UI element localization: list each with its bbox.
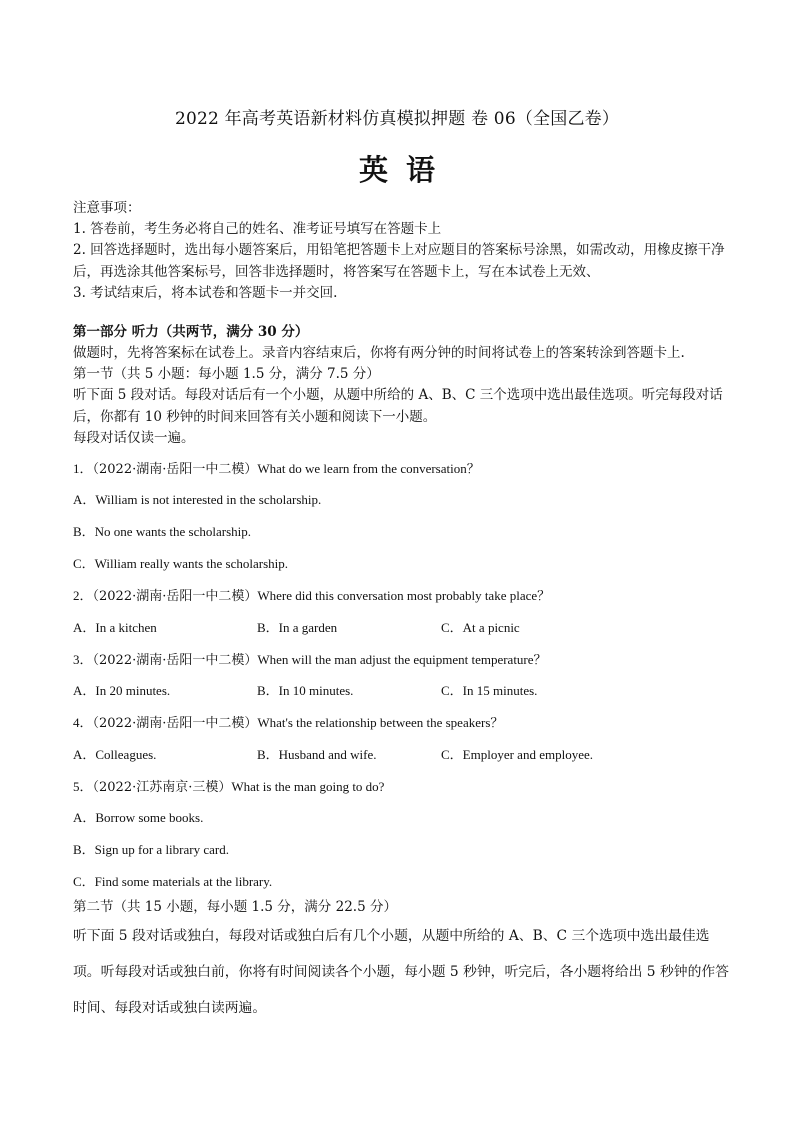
section1-note: 每段对话仅读一遍。: [73, 430, 195, 446]
option-c: C．Find some materials at the library.: [73, 874, 273, 889]
question-4: [73, 712, 503, 731]
question-number: 4．: [73, 715, 93, 730]
option-a: A．Colleagues.: [73, 747, 157, 762]
notes-section: [73, 198, 733, 304]
option-b: B．Sign up for a library card.: [73, 842, 229, 857]
question-number: 5．: [73, 779, 93, 794]
question-1: [73, 458, 480, 477]
option-b: B．No one wants the scholarship.: [73, 524, 252, 539]
question-number: 2．: [73, 588, 93, 603]
part1-section: [73, 322, 733, 449]
option-b: B．In a garden: [257, 620, 338, 635]
subject-title: 英语: [358, 153, 453, 187]
option-c: C．At a picnic: [441, 620, 520, 635]
section2-heading: 第二节（共 15 小题，每小题 1.5 分，满分 22.5 分）: [73, 899, 397, 915]
note-item: 2. 回答选择题时，选出每小题答案后，用铅笔把答题卡上对应题目的答案标号涂黑，如需改动，用橡皮擦干净后，再选涂其他答案标号，回答非选择题时，将答案写在答题卡上，写在本试卷上无效、: [73, 242, 725, 280]
question-3: [73, 649, 547, 668]
section1-instruction: 听下面 5 段对话。每段对话后有一个小题，从题中所给的 A、B、C 三个选项中选出最佳选项。听完每段对话后，你都有 10 秒钟的时间来回答有关小题和阅读下一小题。: [73, 387, 723, 425]
question-text: When will the man adjust the equipment temperature？: [257, 652, 547, 667]
question-5: [73, 776, 384, 795]
question-source: （2022·湖南·岳阳一中二模）: [92, 589, 258, 604]
note-item: 3. 考试结束后，将本试卷和答题卡一并交回.: [73, 285, 338, 301]
option-c: C．William really wants the scholarship.: [73, 556, 289, 571]
question-source: （2022·江苏南京·三模）: [92, 780, 232, 795]
question-source: （2022·湖南·岳阳一中二模）: [92, 462, 258, 477]
option-a: A．William is not interested in the scholarship.: [73, 492, 322, 507]
question-number: 1．: [73, 461, 93, 476]
question-text: What's the relationship between the speakers？: [257, 715, 504, 730]
exam-title: 2022 年高考英语新材料仿真模拟押题 卷 06（全国乙卷）: [174, 109, 620, 129]
notes-heading: 注意事项：: [73, 200, 141, 216]
section2-instruction: 听下面 5 段对话或独白，每段对话或独白后有几个小题，从题中所给的 A、B、C 三个选项中选出最佳选项。听每段对话或独白前，你将有时间阅读各个小题，每小题 5 秒钟，听完后，各小题将给出 5 秒钟的作答时间、每段对话或独白读两遍。: [73, 928, 729, 1016]
part1-instruction: 做题时，先将答案标在试卷上。录音内容结束后，你将有两分钟的时间将试卷上的答案转涂到答题卡上.: [73, 345, 685, 361]
question-text: What is the man going to do?: [231, 779, 385, 794]
question-number: 3．: [73, 652, 93, 667]
option-b: B．Husband and wife.: [257, 747, 377, 762]
part1-heading: 第一部分 听力（共两节，满分 30 分）: [73, 324, 309, 340]
section2: [73, 896, 733, 1026]
question-text: Where did this conversation most probably take place？: [257, 588, 551, 603]
note-item: 1. 答卷前，考生务必将自己的姓名、准考证号填写在答题卡上: [73, 221, 442, 237]
question-text: What do we learn from the conversation？: [257, 461, 480, 476]
question-2: [73, 585, 550, 604]
question-source: （2022·湖南·岳阳一中二模）: [92, 653, 258, 668]
section1-heading: 第一节（共 5 小题：每小题 1.5 分，满分 7.5 分）: [73, 366, 380, 382]
option-c: C．Employer and employee.: [441, 747, 593, 762]
option-a: A．In a kitchen: [73, 620, 157, 635]
option-c: C．In 15 minutes.: [441, 683, 538, 698]
option-a: A．Borrow some books.: [73, 810, 204, 825]
option-b: B．In 10 minutes.: [257, 683, 354, 698]
option-a: A．In 20 minutes.: [73, 683, 171, 698]
question-source: （2022·湖南·岳阳一中二模）: [92, 716, 258, 731]
